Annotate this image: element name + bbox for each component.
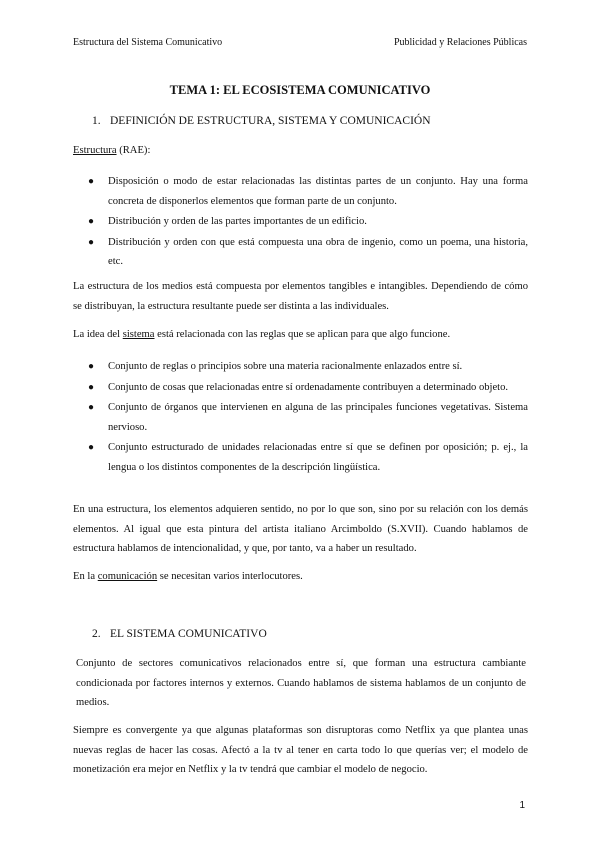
list-item-text: Conjunto de reglas o principios sobre una materia racionalmente enlazados entre sí.	[108, 361, 463, 372]
list-item	[88, 357, 528, 377]
estructura-suffix: (RAE):	[116, 145, 151, 156]
bullet-icon: ●	[88, 236, 95, 248]
header-right: Publicidad y Relaciones Públicas	[393, 37, 527, 48]
bullet-icon: ●	[88, 176, 95, 187]
list-item-text: Distribución y orden con que está compuesta una obra de ingenio, como un poema, una historia, etc.	[108, 236, 528, 267]
paragraph-sistema-definicion: Conjunto de sectores comunicativos relacionados entre sí, que forman una estructura cambiante condicionada por factores internos y externos. Cuando hablamos de sistema hablamos de un conjunto de medios.	[76, 658, 526, 708]
section-1-title: DEFINICIÓN DE ESTRUCTURA, SISTEMA Y COMUNICACIÓN	[110, 115, 431, 127]
sistema-suffix: está relacionada con las reglas que se aplican para que algo funcione.	[154, 329, 451, 340]
section-2-heading	[92, 627, 267, 641]
sistema-prefix: La idea del	[73, 329, 123, 340]
paragraph-medios: La estructura de los medios está compuesta por elementos tangibles e intangibles. Dependiendo de cómo se distribuyan, la estructura resultante puede ser distinta a las individuales.	[73, 281, 528, 312]
document-title: TEMA 1: EL ECOSISTEMA COMUNICATIVO	[169, 83, 431, 97]
bullet-icon: ●	[88, 216, 95, 227]
estructura-intro	[73, 141, 528, 161]
bullet-icon: ●	[88, 402, 95, 413]
bullet-icon: ●	[88, 361, 95, 372]
sistema-list	[88, 357, 528, 478]
list-item	[88, 398, 528, 437]
list-item	[88, 172, 528, 211]
sistema-term: sistema	[122, 329, 155, 340]
list-item-text: Conjunto de órganos que intervienen en alguna de las principales funciones vegetativas. Sistema nervioso.	[108, 402, 528, 433]
list-item-text: Disposición o modo de estar relacionadas las distintas partes de un conjunto. Hay una forma concreta de disponerlos elementos que forman parte de un conjunto.	[108, 176, 528, 207]
list-item-text: Distribución y orden de las partes importantes de un edificio.	[108, 216, 367, 227]
header-left: Estructura del Sistema Comunicativo	[73, 37, 223, 48]
section-1-heading	[92, 114, 431, 128]
list-item-text: Conjunto estructurado de unidades relacionadas entre sí que se definen por oposición; p. ej., la lengua o los distintos componentes de la descripción lingüística.	[108, 442, 528, 473]
comunicacion-term: comunicación	[97, 571, 158, 582]
section-2-number: 2.	[92, 628, 101, 640]
list-item	[88, 438, 528, 477]
list-item	[88, 212, 528, 232]
paragraph-netflix: Siempre es convergente ya que algunas plataformas son disruptoras como Netflix ya que plantea unas nuevas reglas de hacer las cosas. Afectó a la tv al tener en carta todo lo que querías ver; el modelo de monetización era mejor en Netflix y la tv tendrá que cambiar el modelo de negocio.	[73, 725, 528, 775]
estructura-term: Estructura	[73, 145, 117, 156]
list-item	[88, 378, 528, 398]
comunicacion-prefix: En la	[73, 571, 98, 582]
bullet-icon: ●	[88, 381, 95, 393]
list-item-text: Conjunto de cosas que relacionadas entre sí ordenadamente contribuyen a determinado objeto.	[108, 381, 509, 393]
estructura-list	[88, 172, 528, 273]
section-1-number: 1.	[92, 115, 101, 127]
comunicacion-paragraph	[73, 567, 528, 587]
list-item	[88, 233, 528, 272]
paragraph-arcimboldo: En una estructura, los elementos adquieren sentido, no por lo que son, sino por su relación con los demás elementos. Al igual que esta pintura del artista italiano Arcimboldo (S.XVII). Cuando hablamos de estructura hablamos de intencionalidad, y que, por tanto, va a haber un resultado.	[73, 504, 528, 554]
section-2-title: EL SISTEMA COMUNICATIVO	[110, 628, 267, 640]
page-number: 1	[519, 800, 525, 811]
sistema-intro	[73, 325, 528, 345]
comunicacion-suffix: se necesitan varios interlocutores.	[157, 571, 303, 582]
bullet-icon: ●	[88, 442, 95, 453]
